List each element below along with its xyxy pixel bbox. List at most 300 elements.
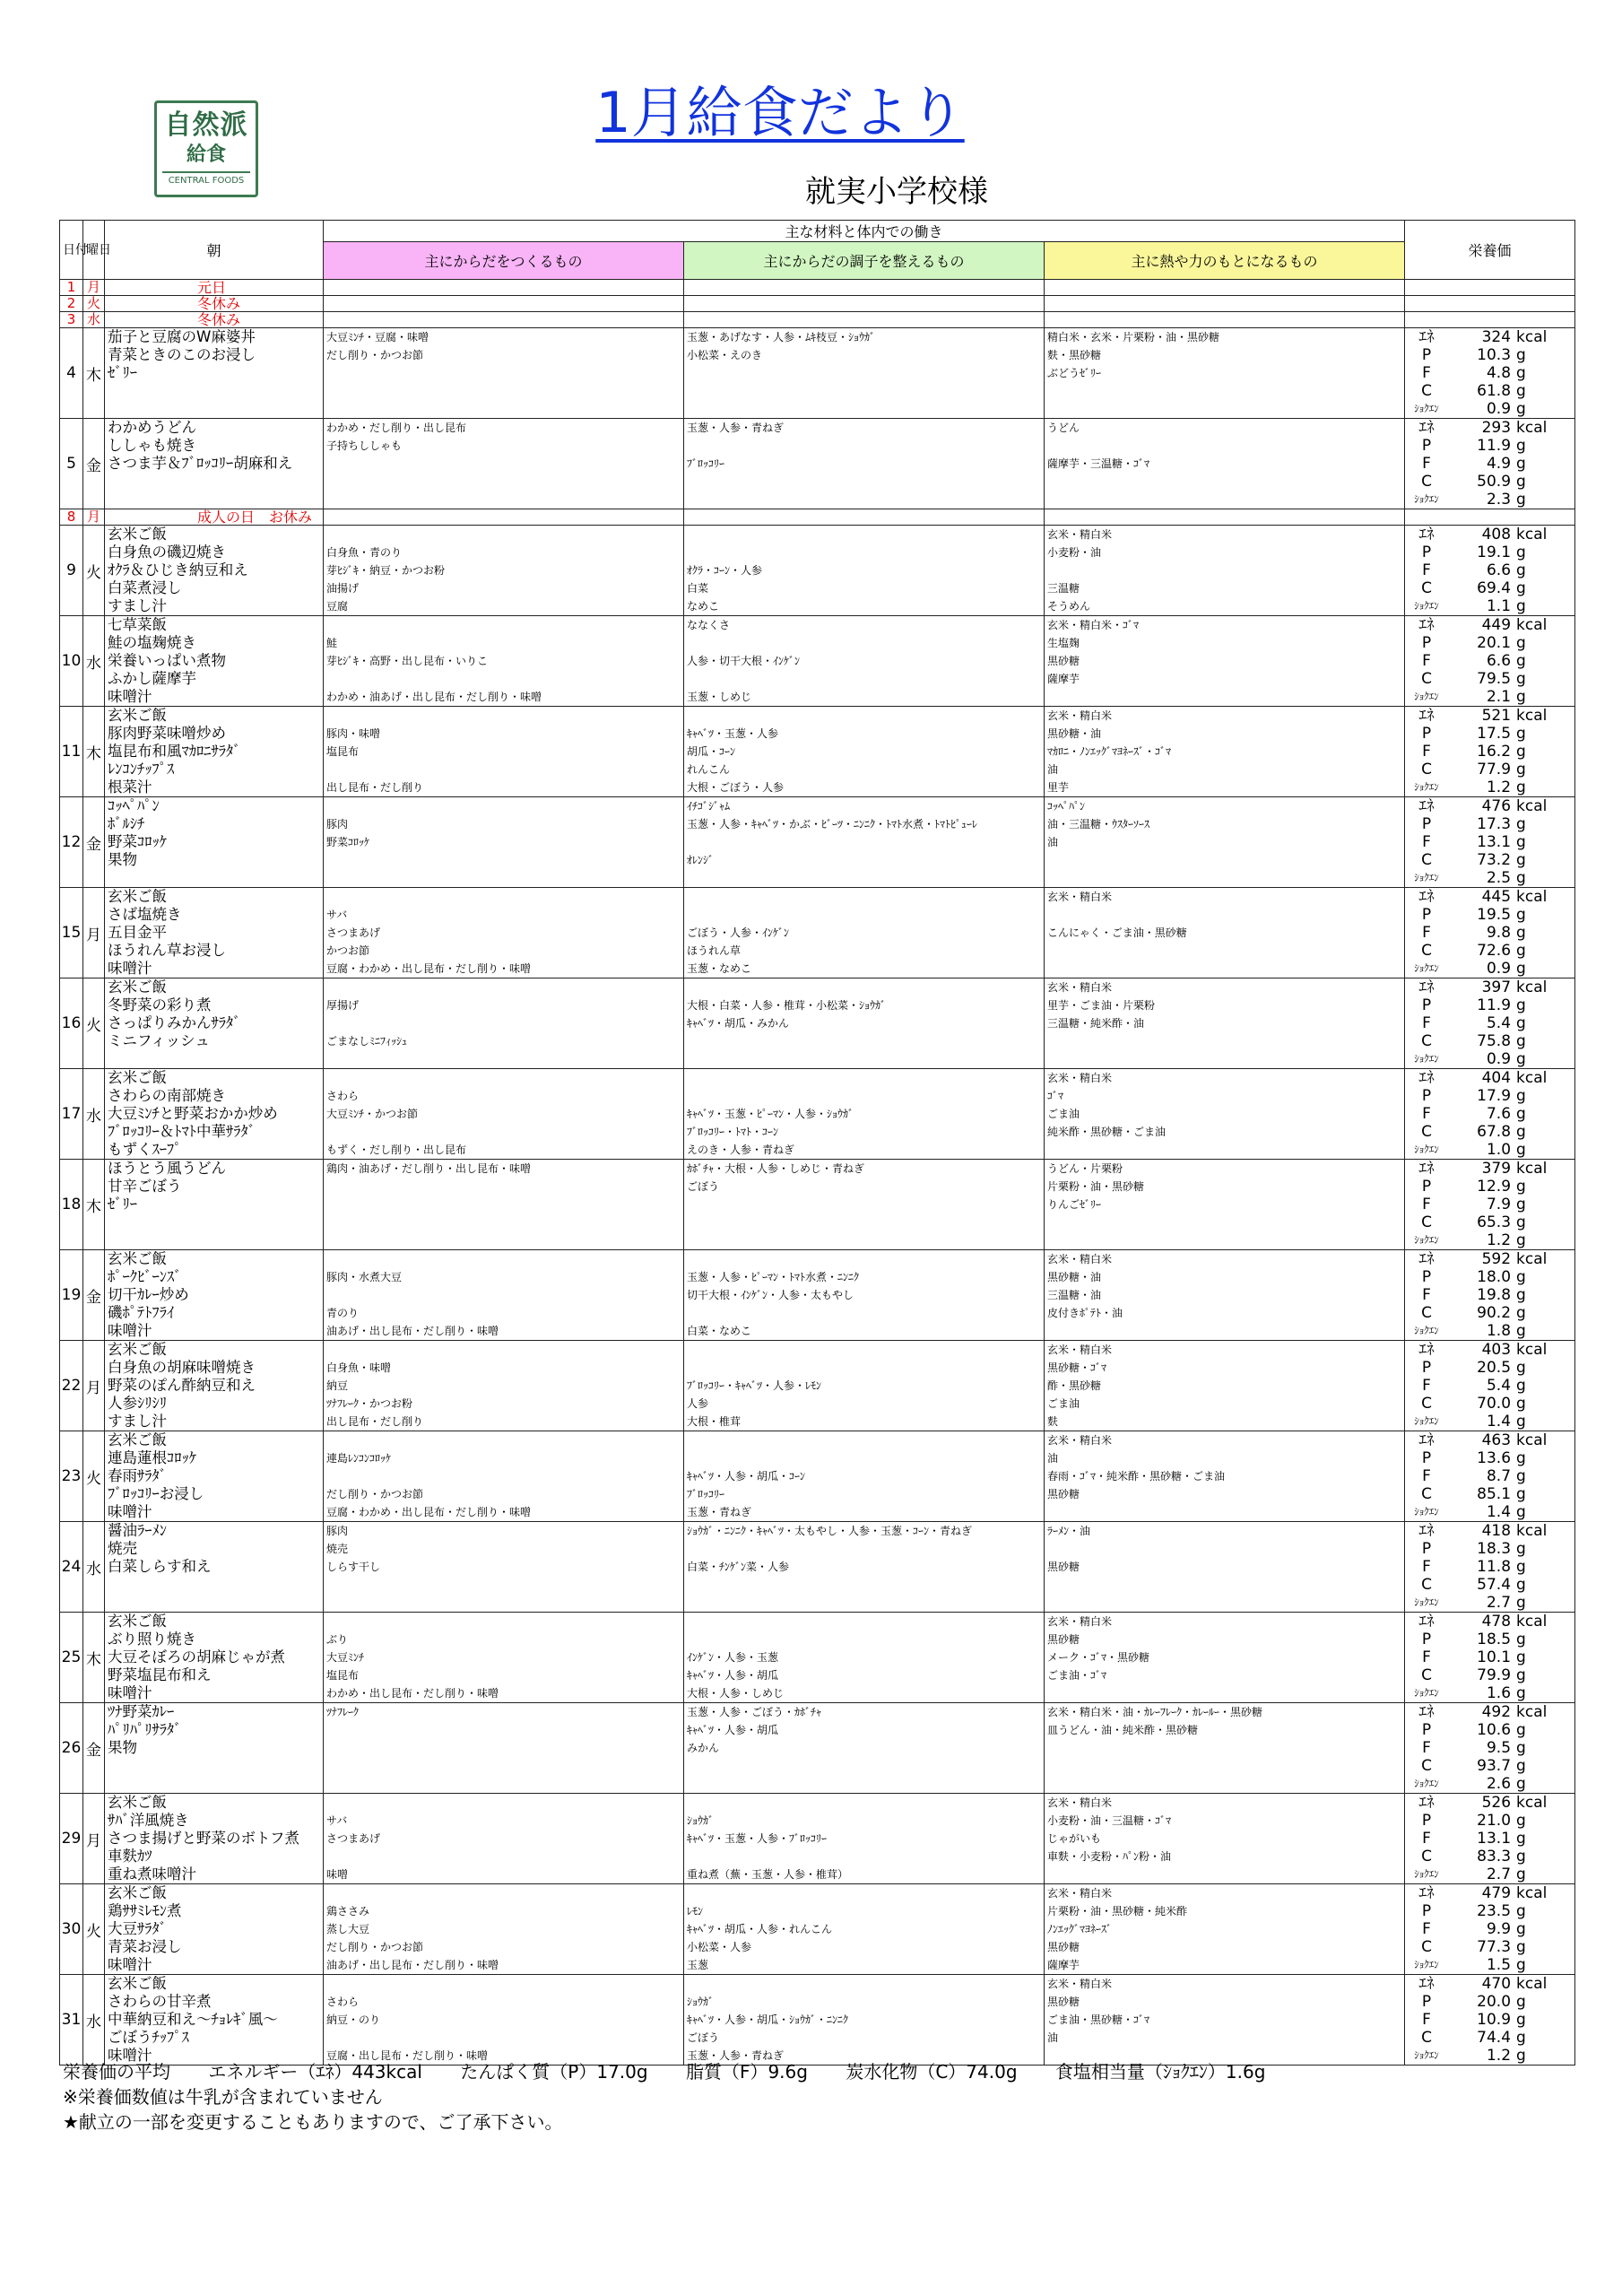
nutrition-value: 2.7 xyxy=(1486,1866,1512,1883)
empty-cell xyxy=(324,280,684,296)
body-ingredient xyxy=(326,1884,681,1902)
nutrition-value: 2.5 xyxy=(1486,869,1512,887)
conditioning-ingredient xyxy=(687,1594,1041,1612)
energy-ingredient: ﾉﾝｴｯｸﾞﾏﾖﾈｰｽﾞ xyxy=(1047,1923,1113,1935)
nutrition-unit: g xyxy=(1516,869,1526,887)
day-number: 15 xyxy=(60,888,83,978)
energy-ingredient: 玄米・精白米 xyxy=(1047,528,1113,541)
empty-cell xyxy=(684,280,1045,296)
weekday: 木 xyxy=(83,1160,105,1250)
energy-ingredient: 黒砂糖 xyxy=(1047,1561,1080,1573)
nutrition-e xyxy=(1405,419,1574,437)
day-number: 17 xyxy=(60,1069,83,1160)
nutrition-f xyxy=(1405,1286,1574,1304)
energy-ingredient xyxy=(1047,1594,1401,1612)
menu-item xyxy=(108,382,320,400)
energy-cell xyxy=(1045,616,1405,707)
holiday-text: 冬休み xyxy=(197,295,241,312)
menu-item: 連島蓮根ｺﾛｯｹ xyxy=(108,1449,196,1466)
nutrition-unit: g xyxy=(1516,1304,1526,1322)
nutrition-value: 18.5 xyxy=(1477,1631,1512,1648)
nutrition-value: 13.1 xyxy=(1477,833,1512,851)
energy-ingredient: 車麩・小麦粉・ﾊﾟﾝ粉・油 xyxy=(1047,1850,1172,1863)
nutrition-c xyxy=(1405,579,1574,597)
nutrition-e xyxy=(1405,1613,1574,1631)
nutrition-value: 0.9 xyxy=(1486,1050,1512,1068)
energy-cell xyxy=(1045,1794,1405,1884)
holiday-row xyxy=(60,296,1575,312)
menu-item xyxy=(108,1213,320,1231)
body-ingredient xyxy=(326,1050,681,1068)
nutrition-value: 0.9 xyxy=(1486,400,1512,418)
body-ingredient: 蒸し大豆 xyxy=(326,1923,370,1935)
menu-item: さば塩焼き xyxy=(108,906,182,923)
weekday: 木 xyxy=(83,1613,105,1703)
body-ingredient xyxy=(326,1341,681,1359)
conditioning-ingredient: 小松菜・人参 xyxy=(687,1941,752,1953)
nutrition-unit: kcal xyxy=(1516,526,1548,544)
conditioning-ingredient: ｷｬﾍﾞﾂ・胡瓜・みかん xyxy=(687,1017,790,1030)
day-number: 10 xyxy=(60,616,83,707)
nutrition-e xyxy=(1405,1884,1574,1902)
nutrition-value: 1.2 xyxy=(1486,2047,1512,2065)
nutrition-label: C xyxy=(1421,1213,1432,1231)
nutrition-unit: g xyxy=(1516,1757,1526,1775)
nutrition-label: ｼｮｸｴﾝ xyxy=(1414,872,1439,883)
body-ingredient: 大豆ﾐﾝﾁ xyxy=(326,1651,365,1664)
nutrition-s xyxy=(1405,1050,1574,1068)
conditioning-cell xyxy=(684,1884,1045,1975)
nutrition-value: 2.6 xyxy=(1486,1775,1512,1793)
conditioning-ingredient xyxy=(687,707,1041,725)
nutrition-value: 18.0 xyxy=(1477,1268,1512,1286)
body-building-cell xyxy=(324,1794,684,1884)
day-number: 3 xyxy=(60,312,83,328)
nutrition-label: P xyxy=(1421,906,1432,924)
menu-cell xyxy=(105,1431,324,1522)
conditioning-ingredient xyxy=(687,1576,1041,1594)
body-building-cell xyxy=(324,1522,684,1613)
nutrition-unit: g xyxy=(1516,1866,1526,1883)
energy-ingredient xyxy=(1047,1503,1401,1521)
nutrition-label: ｴﾈ xyxy=(1418,1703,1435,1721)
menu-item: 青菜ときのこのお浸し xyxy=(108,346,256,363)
nutrition-p xyxy=(1405,1812,1574,1830)
energy-cell xyxy=(1045,1341,1405,1431)
body-ingredient xyxy=(326,761,681,778)
energy-ingredient: ごま油・ｺﾞﾏ xyxy=(1047,1669,1107,1682)
menu-item: ふかし薩摩芋 xyxy=(108,670,196,687)
energy-cell xyxy=(1045,1703,1405,1794)
nutrition-s xyxy=(1405,400,1574,418)
nutrition-p xyxy=(1405,996,1574,1014)
nutrition-value: 79.5 xyxy=(1477,670,1512,688)
nutrition-unit: g xyxy=(1516,1848,1526,1866)
energy-ingredient xyxy=(1047,1576,1401,1594)
day-row xyxy=(60,797,1575,888)
nutrition-label: ｼｮｸｴﾝ xyxy=(1414,1868,1439,1880)
conditioning-ingredient xyxy=(687,1794,1041,1812)
conditioning-ingredient xyxy=(687,1304,1041,1322)
energy-cell xyxy=(1045,1884,1405,1975)
menu-item xyxy=(108,1757,320,1775)
menu-item: 玄米ご飯 xyxy=(108,1069,167,1086)
day-number: 30 xyxy=(60,1884,83,1975)
nutrition-value: 521 xyxy=(1481,707,1512,725)
energy-ingredient: 玄米・精白米 xyxy=(1047,1615,1113,1628)
energy-ingredient: ごま油 xyxy=(1047,1108,1080,1120)
menu-item xyxy=(108,1775,320,1793)
body-ingredient: 塩昆布 xyxy=(326,1669,360,1682)
nutrition-value: 449 xyxy=(1481,616,1512,634)
nutrition-cell xyxy=(1405,1160,1575,1250)
nutrition-unit: g xyxy=(1516,1540,1526,1558)
menu-item: 切干ｶﾚｰ炒め xyxy=(108,1286,189,1303)
nutrition-value: 10.3 xyxy=(1477,346,1512,364)
conditioning-cell xyxy=(684,1794,1045,1884)
nutrition-label: F xyxy=(1422,455,1431,473)
energy-ingredient: 油・三温糖・ｳｽﾀｰｿｰｽ xyxy=(1047,818,1150,831)
nutrition-unit: kcal xyxy=(1516,707,1548,725)
energy-ingredient xyxy=(1047,1775,1401,1793)
note-milk: ※栄養価数値は牛乳が含まれていません xyxy=(63,2086,383,2108)
body-ingredient xyxy=(326,455,681,473)
body-ingredient xyxy=(326,1123,681,1141)
menu-cell xyxy=(105,1160,324,1250)
nutrition-e xyxy=(1405,797,1574,815)
body-ingredient xyxy=(326,491,681,509)
nutrition-label: P xyxy=(1421,1812,1432,1830)
energy-ingredient: ぶどうｾﾞﾘｰ xyxy=(1047,367,1102,379)
body-building-cell xyxy=(324,707,684,797)
body-ingredient xyxy=(326,1213,681,1231)
menu-item: 果物 xyxy=(108,1739,137,1756)
nutrition-e xyxy=(1405,1341,1574,1359)
nutrition-value: 10.9 xyxy=(1477,2011,1512,2029)
nutrition-label: ｴﾈ xyxy=(1418,1794,1435,1812)
nutrition-unit: g xyxy=(1516,1123,1526,1141)
conditioning-cell xyxy=(684,1160,1045,1250)
nutrition-label: P xyxy=(1421,346,1432,364)
energy-ingredient xyxy=(1047,1032,1401,1050)
day-row xyxy=(60,1341,1575,1431)
nutrition-value: 9.5 xyxy=(1486,1739,1512,1757)
nutrition-value: 463 xyxy=(1481,1431,1512,1449)
menu-item: 焼売 xyxy=(108,1540,137,1557)
body-ingredient xyxy=(326,1069,681,1087)
conditioning-ingredient: ｷｬﾍﾞﾂ・胡瓜・人参・れんこん xyxy=(687,1923,833,1935)
energy-cell xyxy=(1045,1250,1405,1341)
energy-ingredient: ﾗｰﾒﾝ・油 xyxy=(1047,1525,1091,1537)
menu-item xyxy=(108,1231,320,1249)
conditioning-ingredient xyxy=(687,1069,1041,1087)
nutrition-unit: g xyxy=(1516,1812,1526,1830)
conditioning-ingredient xyxy=(687,670,1041,688)
nutrition-s xyxy=(1405,869,1574,887)
nutrition-label: F xyxy=(1422,1014,1431,1032)
nutrition-unit: g xyxy=(1516,1449,1526,1467)
menu-item: ﾊﾟﾘﾊﾟﾘｻﾗﾀﾞ xyxy=(108,1721,182,1738)
nutrition-e xyxy=(1405,888,1574,906)
nutrition-s xyxy=(1405,960,1574,978)
body-ingredient: サバ xyxy=(326,1814,348,1827)
energy-ingredient xyxy=(1047,688,1401,706)
nutrition-p xyxy=(1405,1993,1574,2011)
nutrition-label: F xyxy=(1422,924,1431,942)
nutrition-label: F xyxy=(1422,1920,1431,1938)
energy-ingredient: 油 xyxy=(1047,2031,1059,2044)
menu-item: 白菜しらす和え xyxy=(108,1558,212,1575)
avg-salt: 食塩相当量（ｼｮｸｴﾝ）1.6g xyxy=(1054,2061,1266,2083)
nutrition-value: 11.8 xyxy=(1477,1558,1512,1576)
body-ingredient: 白身魚・青のり xyxy=(326,546,403,559)
body-ingredient xyxy=(326,707,681,725)
nutrition-label: F xyxy=(1422,743,1431,761)
nutrition-value: 50.9 xyxy=(1477,473,1512,491)
nutrition-label: C xyxy=(1421,1666,1432,1684)
menu-item: すまし汁 xyxy=(108,1413,167,1430)
menu-cell xyxy=(105,797,324,888)
nutrition-value: 17.3 xyxy=(1477,815,1512,833)
nutrition-label: ｴﾈ xyxy=(1418,328,1435,346)
header-conditioning: 主にからだの調子を整えるもの xyxy=(684,242,1045,280)
nutrition-value: 0.9 xyxy=(1486,960,1512,978)
nutrition-f xyxy=(1405,652,1574,670)
day-row xyxy=(60,888,1575,978)
avg-fat: 脂質（F）9.6g xyxy=(685,2061,808,2083)
day-row xyxy=(60,1884,1575,1975)
nutrition-cell xyxy=(1405,616,1575,707)
menu-item: 玄米ご飯 xyxy=(108,1431,167,1448)
nutrition-value: 7.6 xyxy=(1486,1105,1512,1123)
nutrition-label: C xyxy=(1421,473,1432,491)
empty-cell xyxy=(324,509,684,526)
nutrition-unit: g xyxy=(1516,1993,1526,2011)
conditioning-ingredient xyxy=(687,1431,1041,1449)
menu-item: 人参ｼﾘｼﾘ xyxy=(108,1395,167,1412)
energy-ingredient: うどん xyxy=(1047,422,1080,434)
menu-item: 醤油ﾗｰﾒﾝ xyxy=(108,1522,167,1539)
menu-item: ミニフィッシュ xyxy=(108,1032,210,1049)
body-ingredient: 味噌 xyxy=(326,1868,349,1881)
weekday: 火 xyxy=(83,1431,105,1522)
conditioning-ingredient xyxy=(687,1359,1041,1377)
header-body-building: 主にからだをつくるもの xyxy=(324,242,684,280)
nutrition-s xyxy=(1405,1594,1574,1612)
nutrition-label: F xyxy=(1422,561,1431,579)
weekday: 水 xyxy=(83,1069,105,1160)
empty-cell xyxy=(684,296,1045,312)
body-ingredient: 出し昆布・だし削り xyxy=(326,781,424,794)
nutrition-unit: g xyxy=(1516,1830,1526,1848)
menu-cell xyxy=(105,978,324,1069)
nutrition-c xyxy=(1405,473,1574,491)
energy-ingredient: 薩摩芋・三温糖・ｺﾞﾏ xyxy=(1047,457,1150,470)
body-building-cell xyxy=(324,1613,684,1703)
menu-item: 玄米ご飯 xyxy=(108,707,167,724)
nutrition-unit: g xyxy=(1516,652,1526,670)
conditioning-ingredient: ｵﾚﾝｼﾞ xyxy=(687,854,715,866)
nutrition-p xyxy=(1405,1359,1574,1377)
conditioning-ingredient: ごぼう xyxy=(687,1180,720,1193)
body-ingredient: ごまなしﾐﾆﾌｨｯｼｭ xyxy=(326,1035,408,1048)
nutrition-label: ｴﾈ xyxy=(1418,888,1435,906)
menu-item: 根菜汁 xyxy=(108,778,152,796)
nutrition-e xyxy=(1405,707,1574,725)
menu-item xyxy=(108,473,320,491)
nutrition-s xyxy=(1405,1503,1574,1521)
nutrition-value: 20.0 xyxy=(1477,1993,1512,2011)
body-ingredient xyxy=(326,1576,681,1594)
body-ingredient xyxy=(326,1721,681,1739)
day-number: 24 xyxy=(60,1522,83,1613)
conditioning-ingredient: 白菜・ﾁﾝｹﾞﾝ菜・人参 xyxy=(687,1561,790,1573)
nutrition-e xyxy=(1405,978,1574,996)
nutrition-p xyxy=(1405,1178,1574,1196)
nutrition-unit: g xyxy=(1516,1485,1526,1503)
nutrition-f xyxy=(1405,1739,1574,1757)
menu-item: さわらの甘辛煮 xyxy=(108,1993,212,2010)
nutrition-value: 403 xyxy=(1481,1341,1512,1359)
nutrition-label: C xyxy=(1421,761,1432,778)
body-building-cell xyxy=(324,419,684,509)
body-ingredient xyxy=(326,1613,681,1631)
nutrition-cell xyxy=(1405,888,1575,978)
nutrition-value: 1.4 xyxy=(1486,1413,1512,1431)
energy-ingredient xyxy=(1047,851,1401,869)
energy-ingredient xyxy=(1047,1684,1401,1702)
energy-ingredient xyxy=(1047,1866,1401,1883)
nutrition-unit: kcal xyxy=(1516,978,1548,996)
body-ingredient xyxy=(326,400,681,418)
nutrition-label: ｴﾈ xyxy=(1418,1069,1435,1087)
menu-item: 味噌汁 xyxy=(108,2047,152,2064)
nutrition-unit: g xyxy=(1516,1666,1526,1684)
avg-protein: たんぱく質（P）17.0g xyxy=(460,2061,648,2083)
nutrition-unit: g xyxy=(1516,1087,1526,1105)
weekday: 木 xyxy=(83,707,105,797)
menu-cell xyxy=(105,1069,324,1160)
nutrition-c xyxy=(1405,851,1574,869)
energy-ingredient: 油 xyxy=(1047,763,1059,776)
conditioning-ingredient: 大根・人参・しめじ xyxy=(687,1687,785,1700)
menu-item: 春雨ｻﾗﾀﾞ xyxy=(108,1467,167,1484)
conditioning-ingredient xyxy=(687,1231,1041,1249)
menu-item: 玄米ご飯 xyxy=(108,888,167,905)
nutrition-value: 19.1 xyxy=(1477,544,1512,561)
weekday: 月 xyxy=(83,1341,105,1431)
menu-item: ｺｯﾍﾟﾊﾟﾝ xyxy=(108,797,160,814)
nutrition-unit: g xyxy=(1516,364,1526,382)
nutrition-value: 397 xyxy=(1481,978,1512,996)
body-ingredient xyxy=(326,382,681,400)
nutrition-c xyxy=(1405,382,1574,400)
body-ingredient: 野菜ｺﾛｯｹ xyxy=(326,836,370,848)
nutrition-unit: g xyxy=(1516,1920,1526,1938)
nutrition-unit: kcal xyxy=(1516,1522,1548,1540)
nutrition-value: 379 xyxy=(1481,1160,1512,1178)
nutrition-value: 10.6 xyxy=(1477,1721,1512,1739)
nutrition-label: ｼｮｸｴﾝ xyxy=(1414,1506,1439,1518)
conditioning-ingredient: なめこ xyxy=(687,600,720,613)
body-building-cell xyxy=(324,1069,684,1160)
nutrition-cell xyxy=(1405,1431,1575,1522)
day-number: 4 xyxy=(60,328,83,419)
conditioning-ingredient: 玉葱・人参・ｷｬﾍﾞﾂ・かぶ・ﾋﾞｰﾂ・ﾆﾝﾆｸ・ﾄﾏﾄ水煮・ﾄﾏﾄﾋﾟｭｰﾚ xyxy=(687,818,978,831)
day-row xyxy=(60,526,1575,616)
energy-ingredient: ｺﾞﾏ xyxy=(1047,1090,1064,1102)
energy-ingredient: 片栗粉・油・黒砂糖・純米酢 xyxy=(1047,1905,1188,1918)
nutrition-p xyxy=(1405,1540,1574,1558)
nutrition-unit: kcal xyxy=(1516,1069,1548,1087)
day-row xyxy=(60,1431,1575,1522)
nutrition-label: C xyxy=(1421,851,1432,869)
weekday: 水 xyxy=(83,1975,105,2066)
body-ingredient xyxy=(326,1594,681,1612)
nutrition-value: 19.8 xyxy=(1477,1286,1512,1304)
nutrition-p xyxy=(1405,1631,1574,1648)
energy-ingredient: 三温糖 xyxy=(1047,582,1080,595)
body-ingredient: 連島ﾚﾝｺﾝｺﾛｯｹ xyxy=(326,1452,392,1465)
weekday: 火 xyxy=(83,526,105,616)
energy-ingredient: 小麦粉・油 xyxy=(1047,546,1102,559)
body-ingredient: 芽ﾋｼﾞｷ・高野・出し昆布・いりこ xyxy=(326,655,489,667)
conditioning-ingredient xyxy=(687,1848,1041,1866)
menu-item: 青菜お浸し xyxy=(108,1938,182,1955)
conditioning-ingredient: ごぼう・人参・ｲﾝｹﾞﾝ xyxy=(687,926,790,939)
nutrition-unit: kcal xyxy=(1516,1613,1548,1631)
nutrition-e xyxy=(1405,1160,1574,1178)
day-number: 8 xyxy=(60,509,83,526)
body-ingredient: だし削り・かつお節 xyxy=(326,349,424,361)
body-ingredient xyxy=(326,1467,681,1485)
body-ingredient xyxy=(326,869,681,887)
nutrition-s xyxy=(1405,1141,1574,1159)
weekday: 火 xyxy=(83,978,105,1069)
weekday: 火 xyxy=(83,1884,105,1975)
nutrition-value: 19.5 xyxy=(1477,906,1512,924)
energy-ingredient: 黒砂糖 xyxy=(1047,655,1080,667)
body-ingredient: しらす干し xyxy=(326,1561,381,1573)
nutrition-e xyxy=(1405,616,1574,634)
footer xyxy=(63,2059,1297,2135)
nutrition-cell xyxy=(1405,1975,1575,2066)
day-number: 11 xyxy=(60,707,83,797)
energy-ingredient: うどん・片栗粉 xyxy=(1047,1162,1123,1175)
nutrition-value: 72.6 xyxy=(1477,942,1512,960)
nutrition-unit: g xyxy=(1516,561,1526,579)
day-number: 18 xyxy=(60,1160,83,1250)
body-ingredient: かつお節 xyxy=(326,944,370,957)
menu-item: 白身魚の磯辺焼き xyxy=(108,544,226,561)
nutrition-f xyxy=(1405,1377,1574,1395)
nutrition-label: ｼｮｸｴﾝ xyxy=(1414,600,1439,612)
nutrition-label: P xyxy=(1421,725,1432,743)
nutrition-f xyxy=(1405,1467,1574,1485)
nutrition-label: F xyxy=(1422,652,1431,670)
nutrition-unit: g xyxy=(1516,815,1526,833)
nutrition-value: 1.6 xyxy=(1486,1684,1512,1702)
body-ingredient xyxy=(326,1231,681,1249)
conditioning-ingredient: 玉葱・青ねぎ xyxy=(687,1506,752,1518)
nutrition-value: 9.9 xyxy=(1486,1920,1512,1938)
nutrition-cell xyxy=(1405,1341,1575,1431)
body-ingredient xyxy=(326,1848,681,1866)
nutrition-value: 592 xyxy=(1481,1250,1512,1268)
body-building-cell xyxy=(324,978,684,1069)
body-ingredient: 豚肉・水煮大豆 xyxy=(326,1271,403,1283)
menu-item: 冬野菜の彩り煮 xyxy=(108,996,212,1013)
